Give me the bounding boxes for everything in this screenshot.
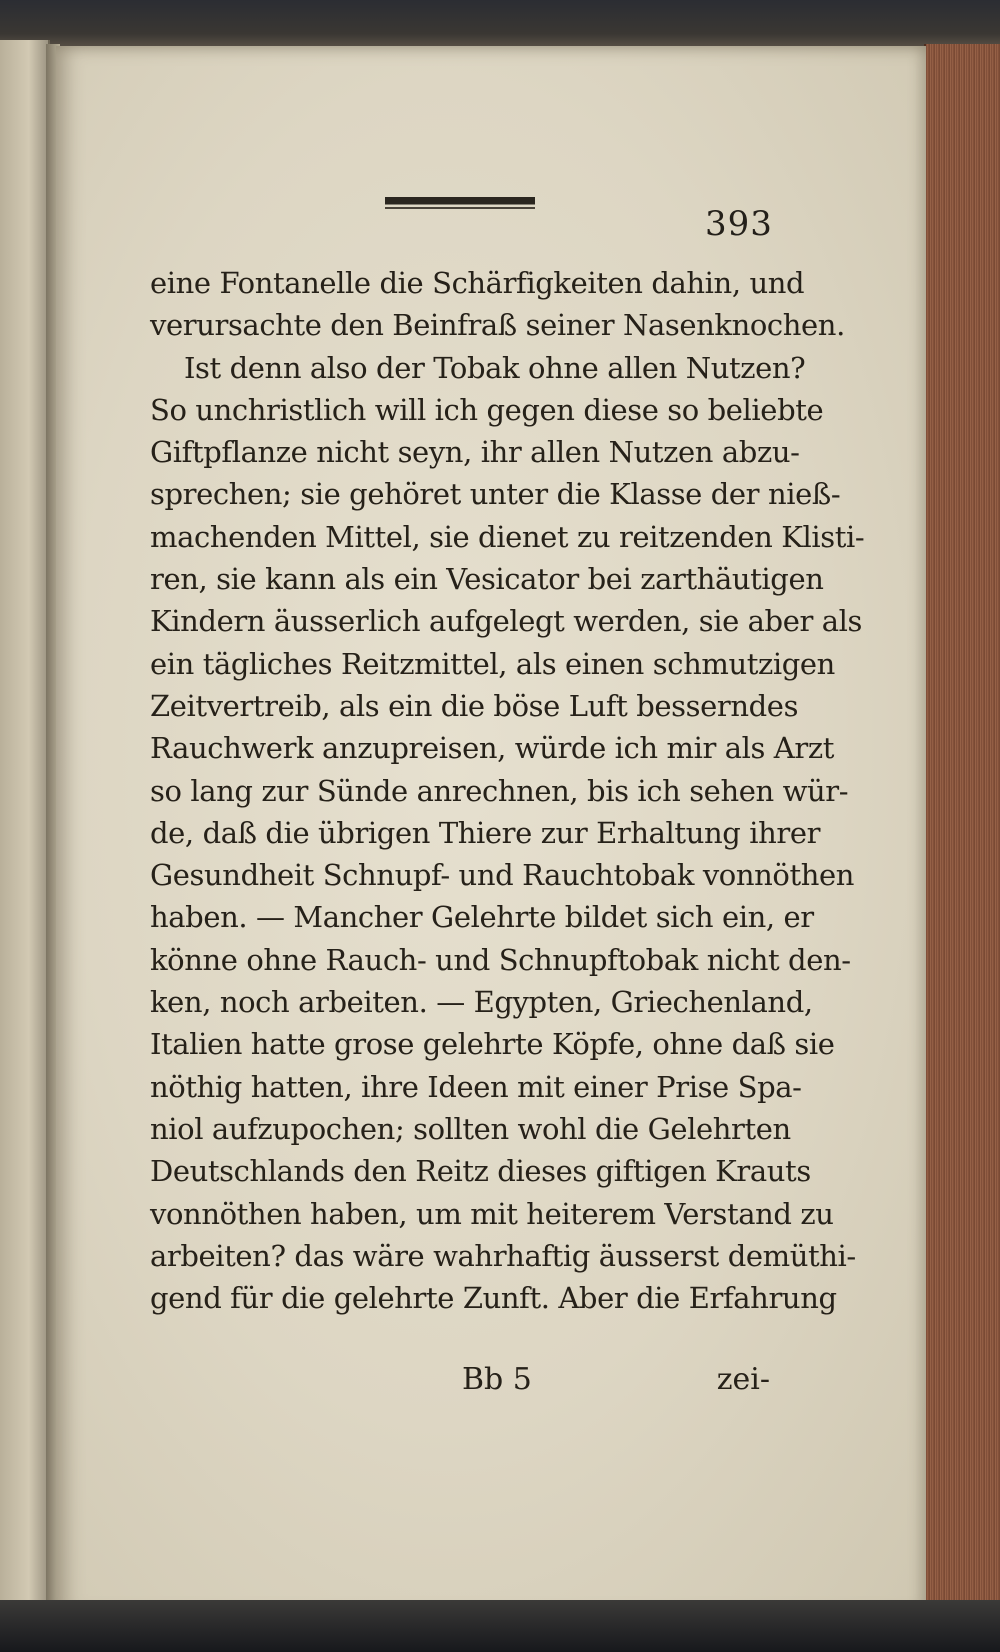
text-line: verursachte den Beinfraß seiner Nasenknochen. <box>150 308 845 343</box>
book-cover-edge <box>0 0 1000 48</box>
text-line: ein tägliches Reitzmittel, als einen schmutzigen <box>150 646 835 681</box>
text-line: arbeiten? das wäre wahrhaftig äusserst demüthi- <box>150 1238 856 1273</box>
text-line: Ist denn also der Tobak ohne allen Nutzen? <box>184 350 806 385</box>
text-line: sprechen; sie gehöret unter die Klasse der nieß- <box>150 477 841 512</box>
text-line: vonnöthen haben, um mit heiterem Verstand zu <box>150 1196 834 1231</box>
text-line: Giftpflanze nicht seyn, ihr allen Nutzen abzu- <box>150 435 800 470</box>
facing-page-edge <box>0 40 50 1620</box>
page-footer <box>150 1362 770 1406</box>
text-line: So unchristlich will ich gegen diese so beliebte <box>150 392 824 427</box>
text-line: könne ohne Rauch- und Schnupftobak nicht den- <box>150 942 851 977</box>
signature-mark: Bb 5 <box>462 1362 532 1397</box>
text-line: de, daß die übrigen Thiere zur Erhaltung ihrer <box>150 815 821 850</box>
scan-bottom-edge <box>0 1600 1000 1652</box>
text-line: so lang zur Sünde anrechnen, bis ich sehen wür- <box>150 773 849 808</box>
text-line: ren, sie kann als ein Vesicator bei zarthäutigen <box>150 562 824 597</box>
text-line: nöthig hatten, ihre Ideen mit einer Prise Spa- <box>150 1069 802 1104</box>
text-line: Rauchwerk anzupreisen, würde ich mir als Arzt <box>150 731 834 766</box>
text-line: niol aufzupochen; sollten wohl die Gelehrten <box>150 1111 791 1146</box>
text-line: machenden Mittel, sie dienet zu reitzenden Klisti- <box>150 519 865 554</box>
body-text <box>150 262 865 1319</box>
catchword: zei- <box>716 1362 770 1397</box>
text-line: haben. — Mancher Gelehrte bildet sich ein, er <box>150 900 814 935</box>
text-line: Deutschlands den Reitz dieses giftigen Krauts <box>150 1154 811 1189</box>
header-ornament-rule <box>385 197 535 211</box>
text-line: ken, noch arbeiten. — Egypten, Griechenland, <box>150 985 813 1020</box>
text-line: Kindern äusserlich aufgelegt werden, sie aber als <box>150 604 863 639</box>
text-line: Zeitvertreib, als ein die böse Luft besserndes <box>150 688 799 723</box>
text-line: Gesundheit Schnupf- und Rauchtobak vonnöthen <box>150 858 855 893</box>
text-line: Italien hatte grose gelehrte Köpfe, ohne daß sie <box>150 1027 835 1062</box>
text-line: eine Fontanelle die Schärfigkeiten dahin, und <box>150 266 805 300</box>
text-line: gend für die gelehrte Zunft. Aber die Erfahrung <box>150 1281 837 1316</box>
page-block-edges <box>924 44 1000 1604</box>
page-number: 393 <box>705 204 773 244</box>
